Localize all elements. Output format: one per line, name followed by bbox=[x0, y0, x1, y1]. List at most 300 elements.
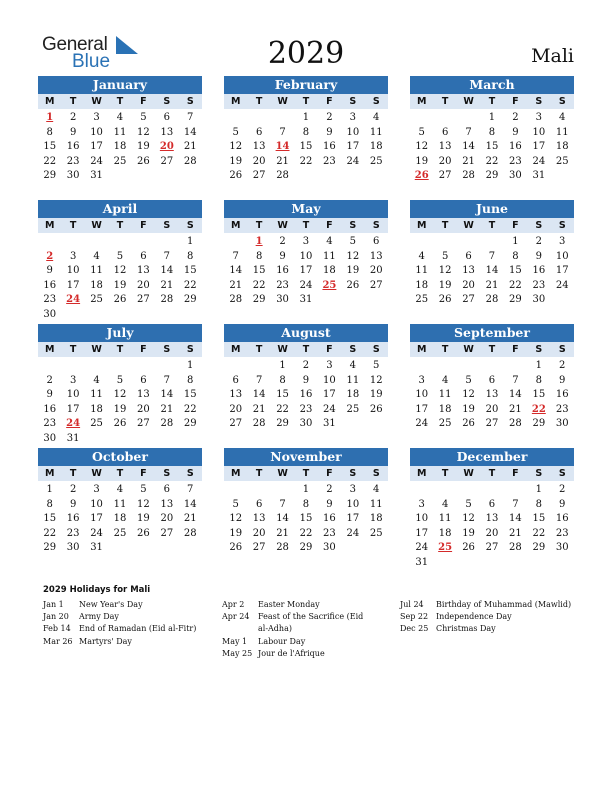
day-cell: 10 bbox=[532, 126, 546, 138]
weekday-label: F bbox=[140, 344, 147, 355]
day-cell: 17 bbox=[346, 141, 360, 153]
day-cell: 12 bbox=[113, 265, 127, 277]
weekday-label: T bbox=[488, 468, 496, 479]
day-cell: 4 bbox=[93, 374, 100, 386]
day-cell: 1 bbox=[187, 360, 194, 371]
day-cell: 5 bbox=[232, 126, 239, 138]
weekday-label: T bbox=[441, 220, 449, 231]
holiday-date: May 25 bbox=[222, 648, 253, 658]
month-header: February bbox=[224, 76, 388, 94]
day-cell: 15 bbox=[532, 389, 546, 401]
empty-day bbox=[480, 483, 503, 498]
day-cell: 26 bbox=[438, 294, 452, 306]
day-cell: 10 bbox=[346, 126, 360, 138]
day-cell: 18 bbox=[415, 279, 429, 291]
weekday-label: F bbox=[140, 220, 147, 231]
day-cell: 4 bbox=[349, 360, 356, 371]
holiday-date: Mar 26 bbox=[43, 636, 73, 646]
day-cell: 7 bbox=[512, 374, 519, 386]
day-cell: 6 bbox=[255, 126, 263, 138]
day-cell: 24 bbox=[66, 294, 81, 306]
empty-day bbox=[38, 235, 61, 250]
empty-day bbox=[247, 359, 270, 374]
weekday-label: M bbox=[230, 468, 241, 479]
day-cell: 12 bbox=[462, 513, 475, 525]
day-cell: 3 bbox=[418, 374, 425, 386]
day-cell: 18 bbox=[438, 403, 452, 415]
day-cell: 8 bbox=[255, 250, 263, 262]
weekday-label: T bbox=[255, 96, 263, 107]
weekday-label: F bbox=[326, 344, 333, 355]
day-cell: 18 bbox=[113, 141, 127, 153]
day-cell: 7 bbox=[187, 484, 194, 495]
day-cell: 7 bbox=[279, 498, 286, 510]
weekday-label: T bbox=[302, 96, 310, 107]
weekday-label: S bbox=[535, 344, 543, 355]
holiday-item bbox=[43, 623, 218, 635]
day-cell: 22 bbox=[183, 403, 197, 415]
day-grid bbox=[38, 483, 202, 556]
day-cell: 20 bbox=[229, 403, 243, 415]
day-cell: 23 bbox=[66, 527, 80, 539]
weekday-label: S bbox=[186, 468, 194, 479]
day-cell: 26 bbox=[137, 155, 150, 167]
day-cell: 16 bbox=[43, 279, 57, 291]
empty-day bbox=[108, 359, 131, 374]
weekday-label: T bbox=[302, 468, 310, 479]
weekday-label: W bbox=[91, 468, 102, 479]
day-cell: 3 bbox=[559, 236, 566, 247]
day-cell: 29 bbox=[532, 418, 546, 430]
holiday-name: Christmas Day bbox=[436, 624, 496, 634]
weekday-label: M bbox=[44, 468, 55, 479]
day-cell: 11 bbox=[438, 389, 452, 401]
month-header: June bbox=[410, 200, 574, 218]
day-cell: 24 bbox=[90, 527, 103, 539]
holiday-name: Feast of the Sacrifice (Eid al-Adha) bbox=[258, 612, 364, 634]
holiday-date: Feb 14 bbox=[43, 624, 71, 634]
day-cell: 17 bbox=[346, 513, 360, 525]
holiday-column bbox=[43, 599, 218, 648]
weekday-label: F bbox=[512, 220, 519, 231]
day-cell: 11 bbox=[346, 374, 360, 386]
day-cell: 6 bbox=[140, 250, 147, 262]
day-cell: 27 bbox=[137, 418, 150, 430]
day-cell: 21 bbox=[183, 141, 197, 153]
empty-day bbox=[457, 235, 480, 250]
empty-day bbox=[247, 483, 270, 498]
day-cell: 11 bbox=[323, 250, 336, 262]
weekday-label: F bbox=[326, 220, 333, 231]
day-cell: 1 bbox=[187, 236, 194, 247]
weekday-label: T bbox=[69, 96, 77, 107]
day-cell: 8 bbox=[535, 374, 542, 386]
day-cell: 20 bbox=[159, 141, 174, 153]
day-cell: 15 bbox=[183, 265, 197, 277]
day-cell: 9 bbox=[535, 250, 542, 262]
day-cell: 13 bbox=[160, 498, 174, 510]
day-cell: 18 bbox=[346, 389, 360, 401]
day-cell: 23 bbox=[555, 403, 569, 415]
weekday-header bbox=[410, 466, 574, 481]
weekday-label: M bbox=[416, 220, 427, 231]
day-cell: 12 bbox=[229, 513, 243, 525]
day-cell: 24 bbox=[532, 155, 546, 167]
day-cell: 13 bbox=[160, 126, 174, 138]
day-cell: 29 bbox=[183, 294, 197, 306]
weekday-label: T bbox=[302, 344, 310, 355]
day-cell: 30 bbox=[66, 542, 80, 554]
month-august bbox=[224, 324, 388, 432]
holiday-name: Jour de l'Afrique bbox=[258, 648, 325, 658]
empty-day bbox=[271, 483, 294, 498]
day-cell: 27 bbox=[160, 527, 174, 539]
day-cell: 12 bbox=[346, 250, 360, 262]
weekday-label: S bbox=[558, 344, 566, 355]
month-header: April bbox=[38, 200, 202, 218]
day-cell: 13 bbox=[229, 389, 243, 401]
day-cell: 10 bbox=[346, 498, 360, 510]
day-cell: 3 bbox=[349, 112, 356, 123]
day-cell: 18 bbox=[555, 141, 569, 153]
country-name: Mali bbox=[531, 45, 574, 67]
holiday-column bbox=[400, 599, 575, 636]
day-cell: 9 bbox=[46, 389, 53, 401]
day-cell: 25 bbox=[113, 155, 127, 167]
weekday-header bbox=[410, 342, 574, 357]
day-cell: 2 bbox=[302, 360, 310, 371]
day-cell: 16 bbox=[43, 403, 57, 415]
day-cell: 1 bbox=[535, 484, 542, 495]
day-cell: 14 bbox=[509, 513, 522, 525]
day-cell: 19 bbox=[137, 141, 150, 153]
day-cell: 22 bbox=[531, 403, 546, 415]
weekday-label: F bbox=[512, 344, 519, 355]
day-cell: 8 bbox=[302, 126, 310, 138]
empty-day bbox=[155, 235, 178, 250]
day-cell: 19 bbox=[415, 155, 429, 167]
day-grid bbox=[38, 235, 202, 323]
day-cell: 4 bbox=[116, 484, 124, 495]
day-cell: 8 bbox=[279, 374, 286, 386]
day-cell: 4 bbox=[373, 112, 380, 123]
weekday-label: S bbox=[186, 344, 194, 355]
day-cell: 21 bbox=[252, 403, 266, 415]
day-cell: 8 bbox=[46, 126, 53, 138]
day-cell: 30 bbox=[299, 418, 313, 430]
day-cell: 11 bbox=[438, 513, 452, 525]
holiday-item bbox=[400, 599, 575, 611]
day-cell: 20 bbox=[252, 527, 266, 539]
empty-day bbox=[224, 111, 247, 126]
month-april bbox=[38, 200, 202, 323]
day-cell: 2 bbox=[46, 250, 54, 262]
day-cell: 18 bbox=[369, 513, 383, 525]
day-cell: 16 bbox=[66, 513, 80, 525]
weekday-label: T bbox=[488, 220, 496, 231]
day-cell: 2 bbox=[535, 236, 542, 247]
logo-general-text: General bbox=[42, 34, 108, 55]
empty-day bbox=[224, 483, 247, 498]
day-cell: 29 bbox=[299, 542, 313, 554]
day-cell: 13 bbox=[252, 513, 266, 525]
weekday-label: F bbox=[512, 96, 519, 107]
day-cell: 18 bbox=[90, 403, 103, 415]
weekday-label: M bbox=[44, 96, 55, 107]
weekday-label: T bbox=[488, 96, 496, 107]
day-cell: 2 bbox=[69, 112, 77, 123]
day-cell: 3 bbox=[418, 498, 425, 510]
day-cell: 27 bbox=[369, 279, 383, 291]
day-cell: 21 bbox=[229, 279, 243, 291]
day-cell: 26 bbox=[113, 294, 127, 306]
day-cell: 16 bbox=[299, 389, 313, 401]
day-cell: 25 bbox=[438, 542, 453, 554]
day-cell: 11 bbox=[415, 265, 429, 277]
day-cell: 24 bbox=[299, 279, 313, 291]
day-cell: 12 bbox=[462, 389, 475, 401]
day-cell: 10 bbox=[299, 250, 313, 262]
day-cell: 19 bbox=[229, 527, 243, 539]
day-cell: 17 bbox=[66, 403, 80, 415]
weekday-label: M bbox=[44, 344, 55, 355]
day-cell: 2 bbox=[69, 484, 77, 495]
day-cell: 28 bbox=[462, 170, 475, 182]
weekday-header bbox=[224, 94, 388, 109]
day-cell: 28 bbox=[485, 294, 499, 306]
day-cell: 13 bbox=[485, 389, 499, 401]
day-cell: 1 bbox=[46, 112, 54, 123]
weekday-label: T bbox=[255, 468, 263, 479]
day-cell: 20 bbox=[438, 155, 452, 167]
weekday-header bbox=[38, 466, 202, 481]
weekday-label: S bbox=[372, 468, 380, 479]
holiday-date: Jan 1 bbox=[43, 600, 64, 609]
weekday-label: M bbox=[416, 468, 427, 479]
day-cell: 14 bbox=[252, 389, 266, 401]
day-cell: 5 bbox=[349, 236, 356, 247]
day-cell: 29 bbox=[183, 418, 197, 430]
day-cell: 14 bbox=[183, 126, 197, 138]
day-cell: 1 bbox=[488, 112, 496, 123]
empty-day bbox=[155, 359, 178, 374]
day-cell: 26 bbox=[346, 279, 360, 291]
day-cell: 31 bbox=[415, 556, 429, 568]
day-cell: 23 bbox=[43, 418, 57, 430]
day-cell: 23 bbox=[532, 279, 546, 291]
day-grid bbox=[410, 359, 574, 432]
weekday-label: T bbox=[441, 344, 449, 355]
day-cell: 9 bbox=[512, 126, 519, 138]
empty-day bbox=[132, 359, 155, 374]
weekday-label: T bbox=[116, 468, 124, 479]
weekday-label: W bbox=[277, 468, 288, 479]
day-cell: 28 bbox=[183, 155, 197, 167]
day-cell: 8 bbox=[535, 498, 542, 510]
day-cell: 13 bbox=[137, 265, 150, 277]
weekday-label: S bbox=[186, 220, 194, 231]
day-cell: 1 bbox=[255, 236, 263, 247]
day-cell: 25 bbox=[415, 294, 429, 306]
day-cell: 21 bbox=[276, 527, 289, 539]
weekday-label: T bbox=[116, 344, 124, 355]
day-cell: 23 bbox=[509, 155, 522, 167]
day-cell: 10 bbox=[323, 374, 336, 386]
day-cell: 19 bbox=[113, 403, 127, 415]
day-cell: 7 bbox=[279, 126, 286, 138]
day-cell: 23 bbox=[323, 155, 336, 167]
day-cell: 3 bbox=[69, 250, 77, 262]
day-cell: 13 bbox=[369, 250, 383, 262]
day-cell: 23 bbox=[66, 155, 80, 167]
empty-day bbox=[410, 483, 433, 498]
day-cell: 10 bbox=[66, 389, 80, 401]
day-cell: 14 bbox=[276, 513, 289, 525]
day-cell: 4 bbox=[326, 236, 333, 247]
weekday-header bbox=[38, 218, 202, 233]
holiday-name: New Year's Day bbox=[79, 600, 143, 609]
day-cell: 26 bbox=[369, 403, 383, 415]
month-header: September bbox=[410, 324, 574, 342]
day-cell: 17 bbox=[532, 141, 546, 153]
day-cell: 26 bbox=[229, 170, 243, 182]
day-cell: 9 bbox=[279, 250, 286, 262]
day-cell: 5 bbox=[373, 360, 380, 371]
weekday-label: W bbox=[463, 344, 474, 355]
day-cell: 28 bbox=[276, 170, 289, 182]
holiday-date: Jan 20 bbox=[43, 612, 69, 622]
day-cell: 28 bbox=[509, 418, 522, 430]
day-cell: 22 bbox=[183, 279, 197, 291]
day-cell: 7 bbox=[255, 374, 263, 386]
day-cell: 8 bbox=[187, 374, 194, 386]
holiday-item bbox=[400, 623, 575, 635]
day-cell: 27 bbox=[160, 155, 174, 167]
holiday-item bbox=[222, 611, 374, 635]
weekday-header bbox=[224, 342, 388, 357]
day-cell: 2 bbox=[326, 484, 333, 495]
empty-day bbox=[480, 359, 503, 374]
day-cell: 18 bbox=[113, 513, 127, 525]
weekday-label: S bbox=[163, 96, 171, 107]
day-cell: 23 bbox=[299, 403, 313, 415]
day-cell: 14 bbox=[183, 498, 197, 510]
day-cell: 17 bbox=[299, 265, 313, 277]
day-cell: 22 bbox=[276, 403, 289, 415]
day-cell: 5 bbox=[465, 498, 472, 510]
day-cell: 6 bbox=[488, 498, 496, 510]
day-cell: 25 bbox=[90, 418, 103, 430]
month-march bbox=[410, 76, 574, 184]
day-cell: 21 bbox=[509, 403, 522, 415]
month-may bbox=[224, 200, 388, 308]
day-cell: 22 bbox=[509, 279, 522, 291]
day-cell: 10 bbox=[555, 250, 569, 262]
day-cell: 28 bbox=[160, 294, 174, 306]
day-cell: 6 bbox=[163, 112, 170, 123]
day-cell: 8 bbox=[512, 250, 519, 262]
month-june bbox=[410, 200, 574, 308]
day-cell: 3 bbox=[93, 484, 100, 495]
day-cell: 11 bbox=[90, 389, 103, 401]
month-header: March bbox=[410, 76, 574, 94]
day-cell: 27 bbox=[485, 418, 499, 430]
day-cell: 2 bbox=[512, 112, 519, 123]
day-cell: 20 bbox=[137, 403, 150, 415]
holiday-name: Army Day bbox=[79, 612, 119, 622]
weekday-label: T bbox=[255, 344, 263, 355]
day-cell: 22 bbox=[485, 155, 499, 167]
empty-day bbox=[410, 359, 433, 374]
weekday-label: W bbox=[277, 220, 288, 231]
day-cell: 9 bbox=[69, 498, 77, 510]
day-cell: 24 bbox=[90, 155, 103, 167]
holiday-name: Birthday of Muhammad (Mawlid) bbox=[436, 600, 572, 609]
empty-day bbox=[108, 235, 131, 250]
weekday-label: S bbox=[558, 96, 566, 107]
day-cell: 25 bbox=[90, 294, 103, 306]
weekday-label: S bbox=[349, 96, 357, 107]
holiday-date: Sep 22 bbox=[400, 612, 429, 622]
day-cell: 4 bbox=[93, 250, 100, 262]
month-december bbox=[410, 448, 574, 571]
day-cell: 20 bbox=[369, 265, 383, 277]
day-cell: 18 bbox=[369, 141, 383, 153]
day-cell: 24 bbox=[66, 418, 81, 430]
day-cell: 29 bbox=[43, 170, 57, 182]
holiday-item bbox=[43, 636, 218, 648]
day-cell: 8 bbox=[46, 498, 53, 510]
day-cell: 25 bbox=[438, 418, 452, 430]
day-grid bbox=[224, 359, 388, 432]
logo-blue-text: Blue bbox=[72, 51, 111, 72]
day-cell: 5 bbox=[465, 374, 472, 386]
day-cell: 6 bbox=[373, 236, 380, 247]
empty-day bbox=[433, 359, 456, 374]
day-cell: 29 bbox=[276, 418, 289, 430]
day-cell: 15 bbox=[485, 141, 499, 153]
month-header: July bbox=[38, 324, 202, 342]
weekday-label: F bbox=[140, 96, 147, 107]
weekday-label: F bbox=[326, 96, 333, 107]
weekday-label: W bbox=[277, 96, 288, 107]
day-cell: 16 bbox=[66, 141, 80, 153]
month-header: December bbox=[410, 448, 574, 466]
day-cell: 27 bbox=[438, 170, 452, 182]
day-cell: 28 bbox=[183, 527, 197, 539]
day-cell: 5 bbox=[232, 498, 239, 510]
day-cell: 31 bbox=[90, 170, 103, 182]
day-cell: 3 bbox=[93, 112, 100, 123]
day-cell: 29 bbox=[509, 294, 522, 306]
day-cell: 13 bbox=[252, 141, 266, 153]
weekday-label: S bbox=[349, 344, 357, 355]
day-cell: 7 bbox=[512, 498, 519, 510]
day-cell: 27 bbox=[137, 294, 150, 306]
day-cell: 18 bbox=[438, 527, 452, 539]
day-cell: 19 bbox=[369, 389, 383, 401]
weekday-label: W bbox=[91, 344, 102, 355]
day-cell: 7 bbox=[465, 126, 472, 138]
weekday-header bbox=[410, 94, 574, 109]
day-cell: 22 bbox=[532, 527, 546, 539]
holiday-column bbox=[222, 599, 374, 660]
day-grid bbox=[38, 359, 202, 447]
day-cell: 8 bbox=[488, 126, 496, 138]
day-cell: 30 bbox=[509, 170, 522, 182]
day-cell: 19 bbox=[137, 513, 150, 525]
day-cell: 10 bbox=[415, 513, 429, 525]
